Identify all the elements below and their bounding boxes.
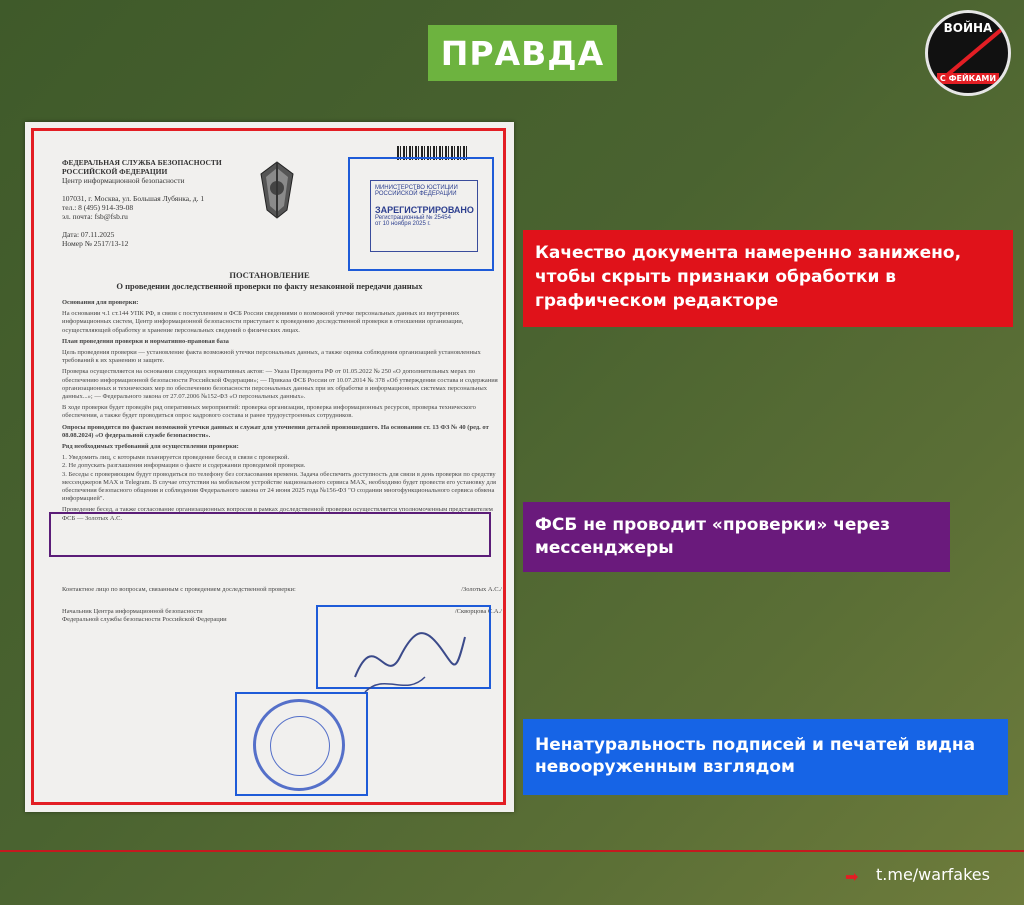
chief-line1: Начальник Центра информационной безопасности: [62, 608, 203, 616]
callout-signatures: Ненатуральность подписей и печатей видна невооруженным взглядом: [523, 719, 1008, 795]
s2-text: Цель проведения проверки — установление факта возможной утечки персональных данных, а также оценка соблюдения организацией установленных требований к их хранению и защите.: [62, 349, 481, 365]
contact-name: /Золотых А.С./: [461, 585, 502, 593]
org-line3: Центр информационной безопасности: [62, 176, 185, 185]
fsb-emblem-icon: [257, 160, 297, 220]
document-image: [25, 122, 514, 812]
document-body: [62, 299, 502, 624]
telegram-link[interactable]: t.me/warfakes: [876, 865, 990, 884]
s1-head: Основания для проверки:: [62, 299, 139, 306]
registration-stamp: [370, 180, 478, 252]
stamp-main: ЗАРЕГИСТРИРОВАНО: [375, 205, 474, 215]
round-seal: [253, 699, 345, 791]
s3-text: Проверка осуществляется на основании следующих нормативных актов: — Указа Президента РФ от 01.05.2022 № 250 «О дополнительных мерах по обеспечению информационной безопасности Российской Федерации»; — Приказа ФСБ России от 10.07.2014 № 378 «Об утверждении состава и содержания организационных и технических мер по обеспечению безопасности персональных данных при их обработке в информационных системах персональных данных...»; — Федерального закона от 27.07.2006 №152-ФЗ «О персональных данных».: [62, 368, 498, 401]
s6-item3: 3. Беседы с проверяющим будут проводиться по телефону без согласования времени. Задача обеспечить доступность для связи в день проверки по средству мессенджеров MAX и Telegram. В случае отсутствия на мобильном устройстве национального сервиса MAX, необходимо будет провести его установку для обеспечения безопасного общения и соблюдения Федерального закона от 24 июня 2025 года №156-ФЗ "О создании многофункционального сервиса обмена информацией".: [62, 470, 496, 503]
chief-name: /Скворцова С.А./: [454, 608, 502, 616]
s5-text: Опросы проводятся по фактам возможной утечки данных и служат для уточнения деталей произошедшего. На основании ст. 13 ФЗ № 40 (ред. от 08.08.2024) «О федеральной службе безопасности».: [62, 423, 489, 439]
stamp-top: МИНИСТЕРСТВО ЮСТИЦИИ РОССИЙСКОЙ ФЕДЕРАЦИИ: [375, 185, 458, 197]
org-line2: РОССИЙСКОЙ ФЕДЕРАЦИИ: [62, 167, 168, 176]
org-phone: тел.: 8 (495) 914-39-08: [62, 203, 134, 212]
s6-head: Ряд необходимых требований для осуществления проверки:: [62, 443, 239, 451]
org-address: 107031, г. Москва, ул. Большая Лубянка, д. 1: [62, 194, 205, 203]
contact-line: Контактное лицо по вопросам, связанным с проведением доследственной проверки:: [62, 585, 296, 593]
arrow-right-icon: ➡: [845, 869, 859, 886]
s1-text: На основании ч.1 ст.144 УПК РФ, в связи с поступлением в ФСБ России сведениями о возможной утечке персональных данных из внутренних информационных систем, Центр информационной безопасности приступает к проведению доследственной проверки в отношении организации, осуществляющей обработку и хранение персональных сведений о физических лицах.: [62, 310, 464, 334]
footer-divider: [0, 850, 1024, 852]
stamp-reg: Регистрационный № 25454: [375, 215, 451, 221]
s7-text: Проведение бесед, а также согласование организационных вопросов в рамках доследственной проверки осуществляется уполномоченным представителем ФСБ — Золотых А.С.: [62, 506, 493, 522]
org-email: эл. почта: fsb@fsb.ru: [62, 212, 128, 221]
pravda-badge: ПРАВДА: [428, 25, 617, 81]
s6-item2: 2. Не допускать разглашения информации о факте и содержании проводимой проверки.: [62, 462, 306, 470]
s2-head: План проведения проверки и нормативно-правовая база: [62, 337, 229, 345]
doc-date: Дата: 07.11.2025: [62, 230, 115, 239]
document-subtitle: О проведении доследственной проверки по факту незаконной передачи данных: [116, 281, 423, 291]
messenger-highlight-box: [49, 512, 491, 557]
stamp-date: от 10 ноября 2025 г.: [375, 221, 431, 227]
doc-number: Номер № 2517/13-12: [62, 239, 129, 248]
chief-line2: Федеральной службы безопасности Российской Федерации: [62, 616, 227, 624]
s4-text: В ходе проверки будет проведён ряд оперативных мероприятий: проверка организации, проверка информационных ресурсов, проверка технического обеспечения, а также будет проводиться опрос кадрового состава и ранее трудоустроенных сотрудников.: [62, 404, 476, 420]
org-line1: ФЕДЕРАЛЬНАЯ СЛУЖБА БЕЗОПАСНОСТИ: [62, 158, 222, 167]
document-title-block: [25, 270, 514, 292]
document-header: [62, 158, 252, 248]
logo-bottom-text: С ФЕЙКАМИ: [937, 73, 999, 84]
signature-scribble-icon: [345, 617, 475, 697]
voina-s-feikami-logo: [925, 10, 1011, 96]
callout-messengers: ФСБ не проводит «проверки» через мессенджеры: [523, 502, 950, 572]
logo-top-text: ВОЙНА: [943, 21, 993, 35]
s6-item1: 1. Уведомить лиц, с которыми планируется проведение бесед в связи с проверкой.: [62, 454, 290, 462]
document-title: ПОСТАНОВЛЕНИЕ: [229, 270, 310, 280]
callout-quality: Качество документа намеренно занижено, чтобы скрыть признаки обработки в графическом редакторе: [523, 230, 1013, 327]
